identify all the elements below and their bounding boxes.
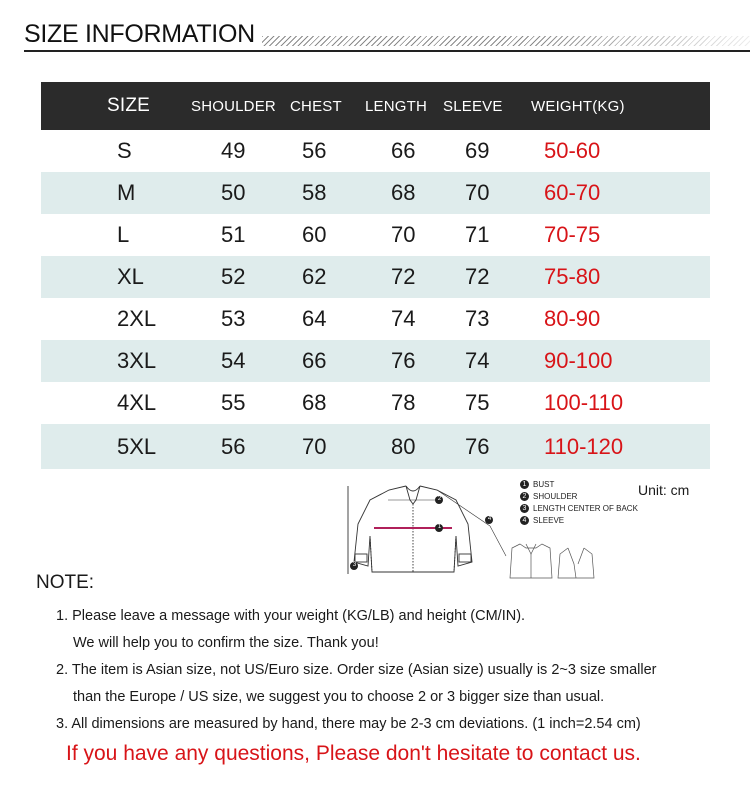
cell-chest: 60	[302, 222, 327, 247]
cell-shoulder: 51	[221, 222, 246, 247]
cell-chest: 70	[302, 433, 327, 459]
legend-item-length	[520, 502, 638, 514]
cell-size: 3XL	[117, 348, 157, 373]
cell-length: 70	[391, 222, 416, 247]
note-line-3: 3. All dimensions are measured by hand, there may be 2-3 cm deviations. (1 inch=2.54 cm)	[56, 716, 641, 732]
legend-number: 4	[520, 516, 529, 525]
cell-chest: 68	[302, 390, 327, 415]
cell-chest: 64	[302, 306, 327, 331]
column-header-shoulder: SHOULDER	[191, 97, 276, 115]
page-header	[0, 0, 750, 60]
table-row	[41, 214, 710, 256]
legend-number: 2	[520, 492, 529, 501]
unit-label: Unit: cm	[638, 482, 690, 498]
cell-size: 2XL	[117, 306, 157, 331]
legend-label: BUST	[533, 479, 555, 489]
cell-weight: 60-70	[544, 180, 601, 205]
legend-label: SHOULDER	[533, 491, 578, 501]
decorative-hatch-fade	[262, 36, 750, 46]
cell-length: 80	[391, 433, 416, 459]
cell-sleeve: 75	[465, 390, 490, 415]
table-row	[41, 340, 710, 382]
cell-length: 72	[391, 264, 416, 289]
page-title: SIZE INFORMATION	[24, 20, 255, 48]
note-title: NOTE:	[36, 572, 95, 593]
cell-chest: 58	[302, 180, 327, 205]
table-row	[41, 256, 710, 298]
table-row	[41, 298, 710, 340]
cell-shoulder: 49	[221, 138, 246, 163]
measurement-legend	[520, 478, 638, 526]
cell-shoulder: 50	[221, 180, 246, 205]
cell-size: M	[117, 180, 136, 205]
cell-weight: 70-75	[544, 222, 601, 247]
cell-weight: 75-80	[544, 264, 601, 289]
cell-sleeve: 72	[465, 264, 490, 289]
cell-sleeve: 70	[465, 180, 490, 205]
cell-weight: 100-110	[544, 390, 624, 415]
cell-chest: 62	[302, 264, 327, 289]
cell-size: 5XL	[117, 433, 157, 459]
cell-length: 76	[391, 348, 416, 373]
table-row	[41, 130, 710, 172]
legend-number: 3	[520, 504, 529, 513]
diagram-marker-4: 4	[487, 516, 492, 522]
cell-shoulder: 56	[221, 433, 246, 459]
legend-item-bust	[520, 478, 638, 490]
legend-number: 1	[520, 480, 529, 489]
cell-length: 78	[391, 390, 416, 415]
cell-sleeve: 73	[465, 306, 490, 331]
cell-length: 66	[391, 138, 416, 163]
diagram-marker-3: 3	[352, 562, 357, 568]
cell-weight: 80-90	[544, 306, 601, 331]
legend-item-shoulder	[520, 490, 638, 502]
cell-chest: 56	[302, 138, 327, 163]
note-line-1: 1. Please leave a message with your weight (KG/LB) and height (CM/IN).	[56, 608, 526, 624]
table-row	[41, 424, 710, 469]
column-header-length: LENGTH	[365, 97, 428, 115]
cell-size: 4XL	[117, 390, 157, 415]
cell-sleeve: 69	[465, 138, 490, 163]
cell-sleeve: 71	[465, 222, 490, 247]
cell-size: L	[117, 222, 130, 247]
legend-label: SLEEVE	[533, 515, 565, 525]
cell-size: XL	[117, 264, 144, 289]
legend-item-sleeve	[520, 514, 638, 526]
note-line-2: 2. The item is Asian size, not US/Euro size. Order size (Asian size) usually is 2~3 size smaller	[56, 662, 657, 678]
column-header-weight: WEIGHT(KG)	[531, 97, 625, 115]
cell-sleeve: 74	[465, 348, 490, 373]
cell-shoulder: 55	[221, 390, 246, 415]
title-divider	[24, 50, 750, 52]
column-header-sleeve: SLEEVE	[443, 97, 503, 115]
column-header-chest: CHEST	[290, 97, 342, 115]
diagram-marker-1: 1	[437, 524, 442, 530]
cell-shoulder: 52	[221, 264, 246, 289]
table-header	[41, 82, 710, 130]
cell-chest: 66	[302, 348, 327, 373]
table-row	[41, 172, 710, 214]
table-row	[41, 382, 710, 424]
size-table	[41, 82, 710, 469]
column-header-size: SIZE	[107, 95, 151, 116]
cell-size: S	[117, 138, 132, 163]
cell-length: 68	[391, 180, 416, 205]
cell-length: 74	[391, 306, 416, 331]
diagram-marker-2: 2	[437, 496, 442, 502]
cell-shoulder: 54	[221, 348, 246, 373]
legend-label: LENGTH CENTER OF BACK	[533, 503, 638, 513]
note-line-1-cont: We will help you to confirm the size. Thank you!	[73, 635, 379, 651]
contact-message: If you have any questions, Please don't hesitate to contact us.	[66, 742, 641, 765]
table-body	[41, 130, 710, 469]
cell-shoulder: 53	[221, 306, 246, 331]
cell-sleeve: 76	[465, 433, 490, 459]
cell-weight: 110-120	[544, 433, 624, 459]
cell-weight: 90-100	[544, 348, 613, 373]
note-line-2-cont: than the Europe / US size, we suggest you to choose 2 or 3 bigger size than usual.	[73, 689, 605, 705]
cell-weight: 50-60	[544, 138, 601, 163]
